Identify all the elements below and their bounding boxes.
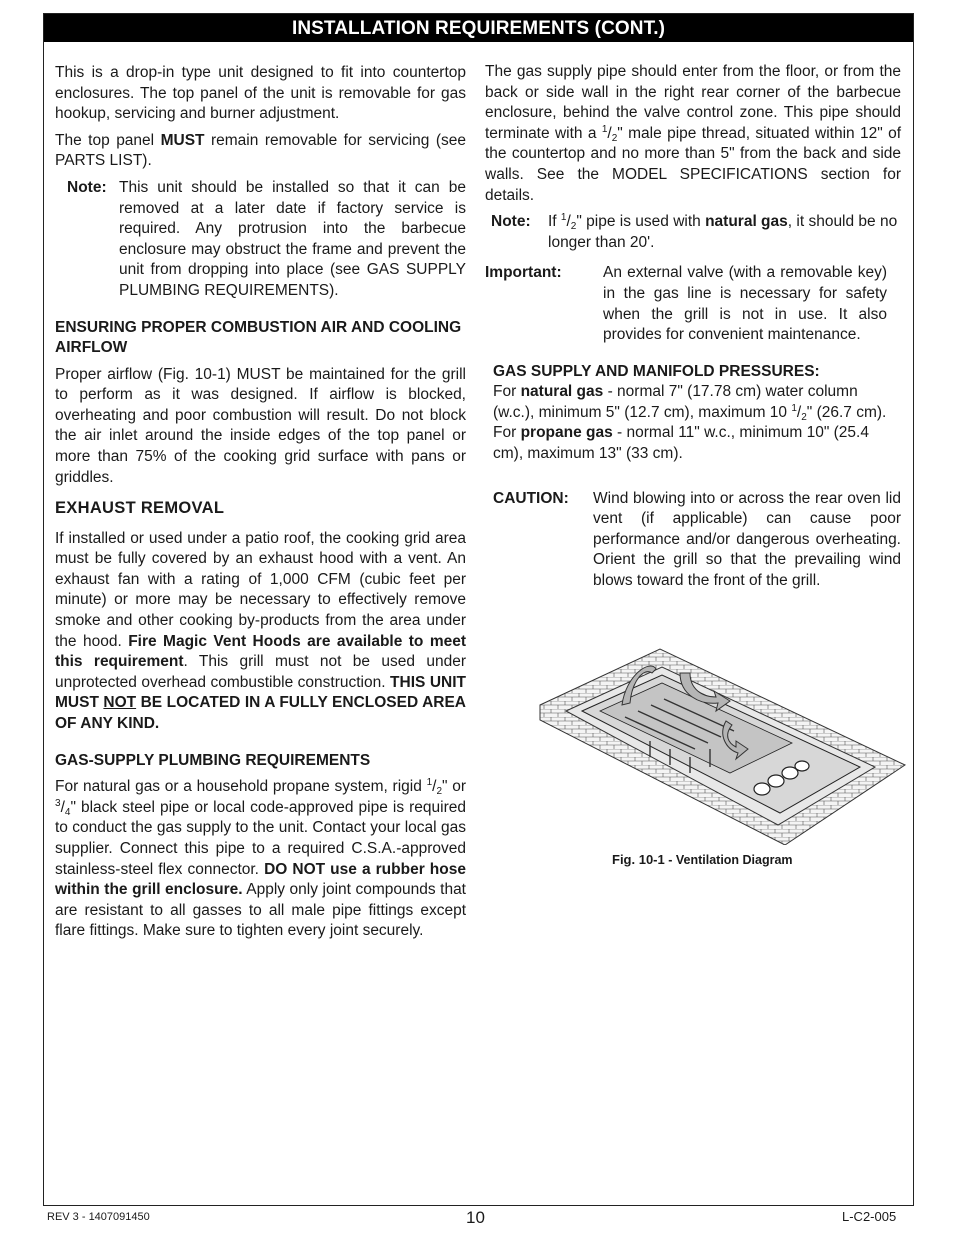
plumbing-paragraph: For natural gas or a household propane system, rigid $^1/_2$" or $^3/_4$" black steel pipe or local code-approved pipe is required to conduct the gas supply to the unit. Contact your local gas supplier. Connect this pipe to a required C.S.A.-approved stainless-steel flex connector. DO NOT use a rubber hose within the grill enclosure. Apply only joint compounds that are resistant to all gasses to all male pipe fittings except flare fittings. Make sure to tighten every joint securely. <box>55 777 466 940</box>
right-column <box>485 62 901 592</box>
important-note <box>485 263 901 345</box>
note-text: If $^1/_2$" pipe is used with natural gas, it should be no longer than 20'. <box>548 212 898 251</box>
note-text: This unit should be installed so that it can be removed at a later date if factory service is required. Any protrusion into the barbecue enclosure may obstruct the frame and prevent the unit from dropping into place (see GAS SUPPLY PLUMBING REQUIREMENTS). <box>119 178 466 299</box>
pressures-heading: GAS SUPPLY AND MANIFOLD PRESSURES: <box>493 362 820 380</box>
exhaust-heading: EXHAUST REMOVAL <box>55 499 225 518</box>
removal-note <box>55 178 466 302</box>
left-column <box>55 63 466 942</box>
figure-caption: Fig. 10-1 - Ventilation Diagram <box>612 852 793 867</box>
combustion-heading: ENSURING PROPER COMBUSTION AIR AND COOLING AIRFLOW <box>55 318 462 357</box>
caution-note <box>485 489 901 592</box>
caution-label: CAUTION: <box>493 489 569 507</box>
pressures-block <box>485 362 901 465</box>
ventilation-diagram <box>530 645 910 845</box>
intro-paragraph: This is a drop-in type unit designed to fit into countertop enclosures. The top panel of the unit is removable for gas hookup, servicing and burner adjustment. <box>55 64 466 123</box>
top-panel-paragraph: The top panel MUST remain removable for servicing (see PARTS LIST). <box>55 131 466 170</box>
pipe-length-note <box>485 212 901 253</box>
important-label: Important: <box>485 264 562 282</box>
exhaust-paragraph: If installed or used under a patio roof, the cooking grid area must be fully covered by an exhaust hood with a vent. An exhaust fan with a rating of 1,000 CFM (cubic feet per minute) or more may be necessary to effectively remove smoke and other cooking by-products from the area under the hood. Fire Magic Vent Hoods are available to meet this requirement. This grill must not be used under unprotected overhead combustible construction. THIS UNIT MUST NOT BE LOCATED IN A FULLY ENCLOSED AREA OF ANY KIND. <box>55 529 467 733</box>
note-label: Note: <box>491 213 531 231</box>
plumbing-heading: GAS-SUPPLY PLUMBING REQUIREMENTS <box>55 751 371 769</box>
supply-pipe-paragraph: The gas supply pipe should enter from the floor, or from the back or side wall in the right rear corner of the barbecue enclosure, behind the valve control zone. This pipe should terminate with a $^1/_2$" male pipe thread, situated within 12" of the countertop and no more than 5" from the back and side walls. See the MODEL SPECIFICATIONS section for details. <box>485 63 902 204</box>
airflow-paragraph: Proper airflow (Fig. 10-1) MUST be maintained for the grill to perform as it was designed. If airflow is blocked, overheating and poor combustion will result. Do not block the air inlet around the inside edges of the top panel or more than 75% of the cooking grid surface with pans or griddles. <box>55 365 466 486</box>
document-code: L-C2-005 <box>842 1209 897 1224</box>
important-text: An external valve (with a removable key) in the gas line is necessary for safety when the grill is not in use. It also provides for convenient maintenance. <box>603 264 887 344</box>
section-title: INSTALLATION REQUIREMENTS (CONT.) <box>44 14 913 42</box>
pressures-paragraph: For natural gas - normal 7" (17.78 cm) water column (w.c.), minimum 5" (12.7 cm), maximum 10 $^1/_2$" (26.7 cm). For propane gas - normal 11" w.c., minimum 10" (25.4 cm), maximum 13" (33 cm). <box>493 383 887 462</box>
caution-text: Wind blowing into or across the rear oven lid vent (if applicable) can cause poor performance and/or dangerous overheating. Orient the grill so that the prevailing wind blows toward the front of the grill. <box>593 489 901 589</box>
note-label: Note: <box>67 178 107 196</box>
page-number: 10 <box>466 1208 485 1227</box>
revision-label: REV 3 - 1407091450 <box>47 1211 150 1223</box>
